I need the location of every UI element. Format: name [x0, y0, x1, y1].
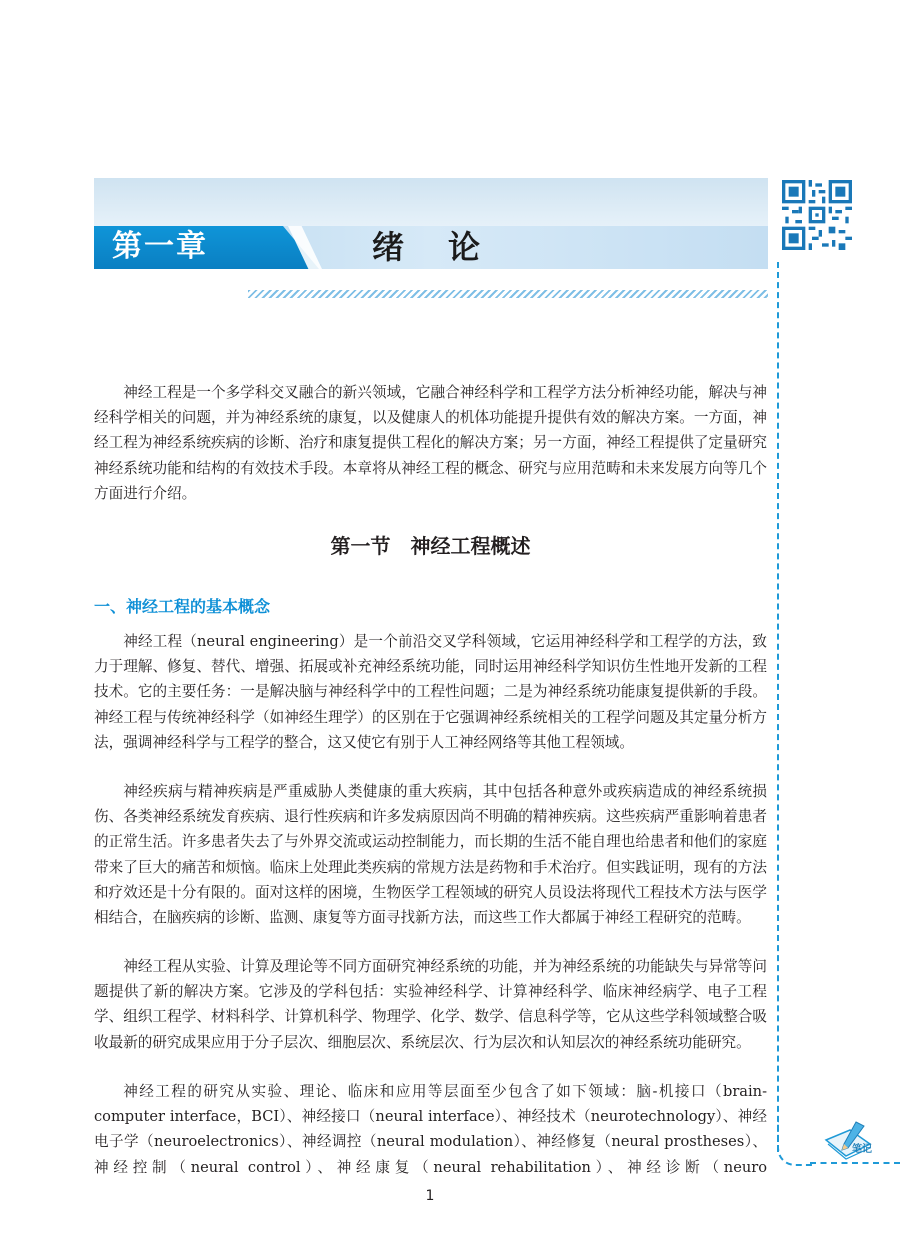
body-paragraph-4: 神经工程的研究从实验、理论、临床和应用等层面至少包含了如下领域：脑-机接口（brain-computer interface，BCI）、神经接口（neural interface）、神经技术（neurotechnology）、神经电子学（neuroelectronics）、神经调控（neural modulation）、神经修复（neural prostheses）、神经控制（neural control）、神经康复（neural rehabilitation）、神经诊断（neuro	[94, 1083, 767, 1176]
chapter-title: 绪论	[372, 228, 525, 266]
page-number: 1	[425, 1188, 435, 1204]
body-paragraph-1: 神经工程（neural engineering）是一个前沿交叉学科领域，它运用神经科学和工程学的方法，致力于理解、修复、替代、增强、拓展或补充神经系统功能，同时运用神经科学知识仿生性地开发新的工程技术。它的主要任务：一是解决脑与神经科学中的工程性问题；二是为神经系统功能康复提供新的手段。神经工程与传统神经科学（如神经生理学）的区别在于它强调神经系统相关的工程学问题及其定量分析方法，强调神经科学与工程学的整合，这又使它有别于人工神经网络等其他工程领域。	[94, 633, 767, 751]
notes-pencil-icon	[820, 1118, 876, 1164]
body-paragraph-3: 神经工程从实验、计算及理论等不同方面研究神经系统的功能，并为神经系统的功能缺失与异常等问题提供了新的解决方案。它涉及的学科包括：实验神经科学、计算神经科学、临床神经病学、电子工程学、组织工程学、材料科学、计算机科学、物理学、化学、数学、信息科学等，它从这些学科领域整合吸收最新的研究成果应用于分子层次、细胞层次、系统层次、行为层次和认知层次的神经系统功能研究。	[94, 958, 767, 1051]
body-paragraph-2: 神经疾病与精神疾病是严重威胁人类健康的重大疾病，其中包括各种意外或疾病造成的神经系统损伤、各类神经系统发育疾病、退行性疾病和许多发病原因尚不明确的精神疾病。这些疾病严重影响着患者的正常生活。许多患者失去了与外界交流或运动控制能力，而长期的生活不能自理也给患者和他们的家庭带来了巨大的痛苦和烦恼。临床上处理此类疾病的常规方法是药物和手术治疗。但实践证明，现有的方法和疗效还是十分有限的。面对这样的困境，生物医学工程领域的研究人员设法将现代工程技术方法与医学相结合，在脑疾病的诊断、监测、康复等方面寻找新方法，而这些工作大都属于神经工程研究的范畴。	[94, 783, 767, 927]
section-title: 第一节 神经工程概述	[330, 534, 531, 558]
chapter-label: 第一章	[112, 229, 208, 264]
qr-code-icon[interactable]	[782, 180, 852, 250]
intro-paragraph: 神经工程是一个多学科交叉融合的新兴领域，它融合神经科学和工程学方法分析神经功能，解决与神经科学相关的问题，并为神经系统的康复，以及健康人的机体功能提升提供有效的解决方案。一方面，神经工程为神经系统疾病的诊断、治疗和康复提供工程化的解决方案；另一方面，神经工程提供了定量研究神经系统功能和结构的有效技术手段。本章将从神经工程的概念、研究与应用范畴和未来发展方向等几个方面进行介绍。	[94, 384, 767, 502]
decorative-hatch-rule	[248, 290, 768, 298]
subsection-title: 一、神经工程的基本概念	[94, 597, 271, 616]
margin-dashed-rule	[777, 262, 779, 1152]
notes-label: 笔记	[852, 1144, 872, 1155]
margin-dashed-corner	[777, 1120, 813, 1166]
